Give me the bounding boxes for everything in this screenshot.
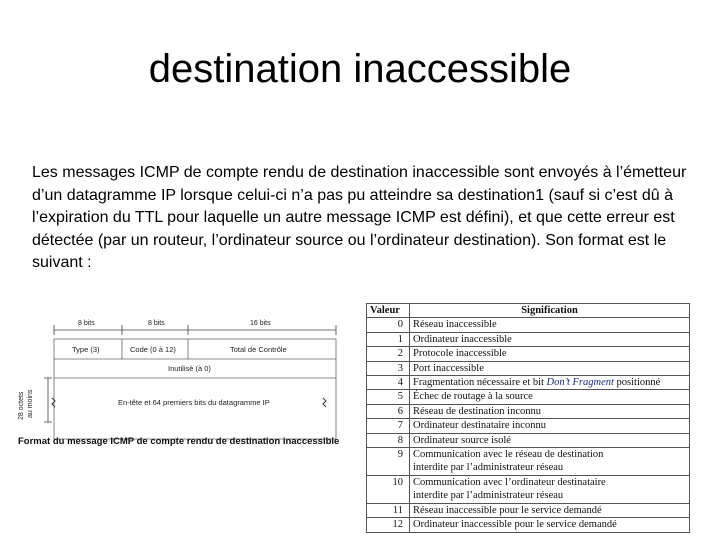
table-row xyxy=(367,433,690,447)
row-value: 6 xyxy=(367,404,410,418)
row-meaning-line: Communication avec l’ordinateur destinataire xyxy=(413,476,606,488)
row-meaning-line: interdite par l’administrateur réseau xyxy=(413,462,564,474)
row-value: 11 xyxy=(367,503,410,517)
row-meaning: Port inaccessible xyxy=(410,361,690,375)
table-row xyxy=(367,448,690,476)
row-value: 10 xyxy=(367,475,410,503)
row-value: 2 xyxy=(367,347,410,361)
row-value: 3 xyxy=(367,361,410,375)
bits-type-label: 8 bits xyxy=(78,320,95,327)
row-value: 9 xyxy=(367,448,410,476)
table-row xyxy=(367,503,690,517)
row-meaning-italic: Don’t Fragment xyxy=(546,377,614,389)
row-meaning: Protocole inaccessible xyxy=(410,347,690,361)
row-meaning xyxy=(410,448,690,476)
row-value: 1 xyxy=(367,332,410,346)
table-row xyxy=(367,376,690,390)
row-value: 8 xyxy=(367,433,410,447)
table-row xyxy=(367,332,690,346)
row-meaning-line: interdite par l’administrateur réseau xyxy=(413,490,564,502)
row-value: 4 xyxy=(367,376,410,390)
table-header-row xyxy=(367,304,690,318)
row-meaning: Échec de routage à la source xyxy=(410,390,690,404)
table-row xyxy=(367,347,690,361)
row-meaning xyxy=(410,376,690,390)
field-checksum: Total de Contrôle xyxy=(230,345,287,354)
table-row xyxy=(367,518,690,532)
table-row xyxy=(367,419,690,433)
format-diagram-lines xyxy=(14,308,344,452)
icmp-format-diagram xyxy=(14,308,344,452)
field-unused: Inutilisé (à 0) xyxy=(168,364,211,373)
table-row xyxy=(367,404,690,418)
header-meaning: Signification xyxy=(410,304,690,318)
row-meaning-line: Communication avec le réseau de destination xyxy=(413,449,604,461)
row-meaning xyxy=(410,475,690,503)
field-code: Code (0 à 12) xyxy=(130,345,176,354)
row-meaning-part: positionné xyxy=(613,377,661,389)
row-meaning-part: Fragmentation nécessaire et bit xyxy=(413,377,547,389)
diagram-caption: Format du message ICMP de compte rendu de destination inaccessible xyxy=(18,436,340,447)
field-type: Type (3) xyxy=(72,345,100,354)
table-row xyxy=(367,361,690,375)
body-paragraph: Les messages ICMP de compte rendu de destination inaccessible sont envoyés à l’émetteur d’un datagramme IP lorsque celui-ci n’a pas pu atteindre sa destination1 (sauf si c’est dû à l’expiration du TTL pour laquelle un autre message ICMP est défini), et que cette erreur est détectée (par un routeur, l’ordinateur source ou l’ordinateur destination). Son format est le suivant : xyxy=(32,164,687,271)
table-row xyxy=(367,475,690,503)
side-label-bytes: 28 octets xyxy=(18,391,25,420)
bits-checksum-label: 16 bits xyxy=(250,320,271,327)
row-value: 7 xyxy=(367,419,410,433)
table-row xyxy=(367,318,690,332)
side-label-atleast: au moins xyxy=(27,389,34,418)
destination-unreachable-codes-table xyxy=(366,303,690,533)
row-meaning: Ordinateur inaccessible pour le service demandé xyxy=(410,518,690,532)
row-meaning: Ordinateur inaccessible xyxy=(410,332,690,346)
row-value: 5 xyxy=(367,390,410,404)
field-ip-header: En-tête et 64 premiers bits du datagramme IP xyxy=(118,398,270,407)
row-meaning: Réseau de destination inconnu xyxy=(410,404,690,418)
row-value: 12 xyxy=(367,518,410,532)
header-value: Valeur xyxy=(367,304,410,318)
slide-title: destination inaccessible xyxy=(148,47,572,91)
row-meaning: Réseau inaccessible xyxy=(410,318,690,332)
row-meaning: Ordinateur destinataire inconnu xyxy=(410,419,690,433)
table-row xyxy=(367,390,690,404)
row-value: 0 xyxy=(367,318,410,332)
bits-code-label: 8 bits xyxy=(148,320,165,327)
row-meaning: Ordinateur source isolé xyxy=(410,433,690,447)
row-meaning: Réseau inaccessible pour le service demandé xyxy=(410,503,690,517)
